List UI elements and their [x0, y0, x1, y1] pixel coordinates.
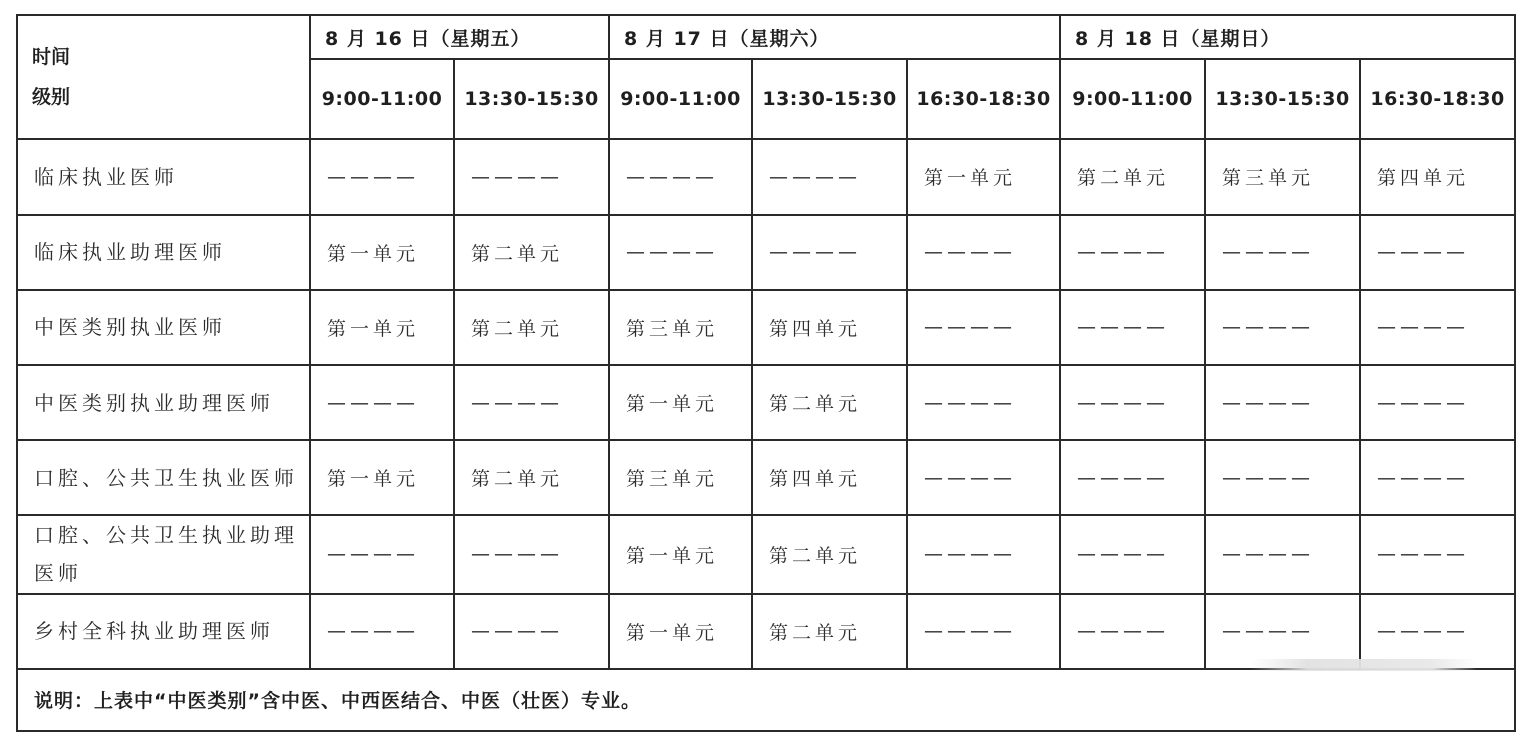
schedule-cell: ————	[1205, 215, 1360, 290]
level-name: 口腔、公共卫生执业助理医师	[17, 515, 310, 593]
schedule-cell: ————	[907, 594, 1060, 669]
schedule-cell: 第二单元	[752, 365, 907, 440]
schedule-cell: 第四单元	[752, 440, 907, 515]
date-header: 8 月 16 日（星期五）	[310, 15, 609, 59]
table-row	[17, 139, 1515, 214]
time-slot-header: 9:00-11:00	[1060, 59, 1205, 139]
date-header: 8 月 17 日（星期六）	[609, 15, 1060, 59]
schedule-cell: 第一单元	[609, 365, 752, 440]
schedule-cell: ————	[1060, 215, 1205, 290]
schedule-cell: ————	[310, 594, 454, 669]
schedule-cell: ————	[454, 594, 609, 669]
schedule-cell: ————	[609, 215, 752, 290]
schedule-cell: ————	[454, 139, 609, 214]
table-note: 说明：上表中“中医类别”含中医、中西医结合、中医（壮医）专业。	[17, 669, 1515, 731]
time-slot-header: 9:00-11:00	[310, 59, 454, 139]
schedule-cell: 第三单元	[1205, 139, 1360, 214]
schedule-cell: ————	[454, 515, 609, 593]
level-name: 中医类别执业医师	[17, 290, 310, 365]
schedule-cell: ————	[1360, 290, 1515, 365]
time-slot-header: 16:30-18:30	[1360, 59, 1515, 139]
level-name: 中医类别执业助理医师	[17, 365, 310, 440]
corner-header	[17, 15, 310, 139]
schedule-cell: 第三单元	[609, 290, 752, 365]
schedule-cell: ————	[310, 365, 454, 440]
schedule-cell: ————	[1205, 440, 1360, 515]
schedule-cell: ————	[1060, 365, 1205, 440]
table-row	[17, 594, 1515, 669]
level-label: 级别	[32, 86, 71, 109]
schedule-cell: ————	[609, 139, 752, 214]
schedule-cell: 第二单元	[1060, 139, 1205, 214]
schedule-cell: ————	[1205, 290, 1360, 365]
schedule-cell: 第二单元	[752, 515, 907, 593]
schedule-cell: ————	[1060, 594, 1205, 669]
table-row	[17, 515, 1515, 593]
schedule-cell: ————	[752, 215, 907, 290]
schedule-cell: ————	[1060, 440, 1205, 515]
schedule-cell: ————	[310, 139, 454, 214]
table-row	[17, 215, 1515, 290]
schedule-cell: ————	[310, 515, 454, 593]
table-row	[17, 440, 1515, 515]
level-name: 口腔、公共卫生执业医师	[17, 440, 310, 515]
schedule-cell: ————	[1060, 515, 1205, 593]
schedule-cell: 第一单元	[310, 440, 454, 515]
schedule-cell: 第二单元	[752, 594, 907, 669]
schedule-cell: ————	[454, 365, 609, 440]
schedule-cell: 第一单元	[310, 215, 454, 290]
schedule-cell: ————	[1360, 515, 1515, 593]
level-name: 乡村全科执业助理医师	[17, 594, 310, 669]
schedule-cell: 第二单元	[454, 440, 609, 515]
schedule-cell: ————	[1205, 515, 1360, 593]
schedule-cell: ————	[752, 139, 907, 214]
schedule-cell: ————	[907, 365, 1060, 440]
time-slot-header: 9:00-11:00	[609, 59, 752, 139]
schedule-cell: 第三单元	[609, 440, 752, 515]
schedule-cell: ————	[1360, 440, 1515, 515]
exam-schedule-table	[16, 14, 1516, 732]
schedule-cell: ————	[1360, 215, 1515, 290]
schedule-cell: 第一单元	[609, 594, 752, 669]
schedule-cell: ————	[1360, 594, 1515, 669]
time-slot-header: 13:30-15:30	[1205, 59, 1360, 139]
time-slot-header: 13:30-15:30	[454, 59, 609, 139]
schedule-cell: ————	[1360, 365, 1515, 440]
schedule-cell: 第一单元	[907, 139, 1060, 214]
schedule-cell: 第一单元	[310, 290, 454, 365]
schedule-cell: ————	[907, 290, 1060, 365]
schedule-cell: 第一单元	[609, 515, 752, 593]
schedule-cell: ————	[907, 440, 1060, 515]
schedule-cell: ————	[907, 215, 1060, 290]
table-row	[17, 290, 1515, 365]
schedule-cell: ————	[1060, 290, 1205, 365]
schedule-cell: 第四单元	[752, 290, 907, 365]
schedule-cell: 第二单元	[454, 215, 609, 290]
date-header: 8 月 18 日（星期日）	[1060, 15, 1515, 59]
table-row	[17, 365, 1515, 440]
time-slot-header: 13:30-15:30	[752, 59, 907, 139]
watermark-smudge	[1250, 659, 1478, 671]
schedule-cell: ————	[1205, 594, 1360, 669]
time-slot-header: 16:30-18:30	[907, 59, 1060, 139]
schedule-cell: ————	[907, 515, 1060, 593]
schedule-cell: 第二单元	[454, 290, 609, 365]
schedule-cell: ————	[1205, 365, 1360, 440]
level-name: 临床执业医师	[17, 139, 310, 214]
time-label: 时间	[32, 46, 71, 69]
schedule-cell: 第四单元	[1360, 139, 1515, 214]
level-name: 临床执业助理医师	[17, 215, 310, 290]
